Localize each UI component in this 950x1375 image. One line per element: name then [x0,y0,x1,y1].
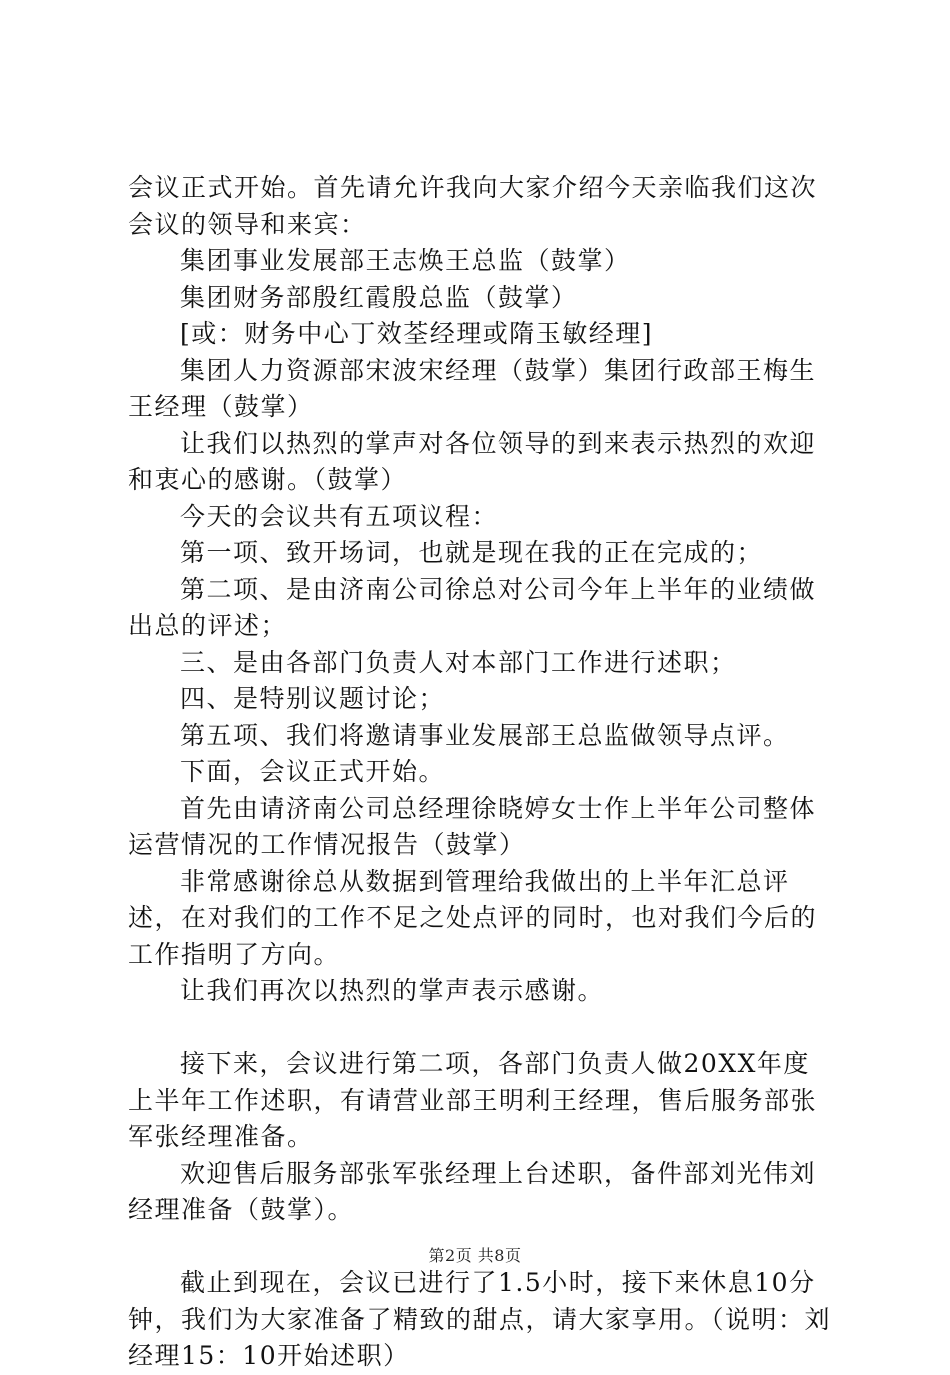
paragraph-guest-alt: [或：财务中心丁效荃经理或隋玉敏经理] [180,319,654,348]
paragraph-break: 截止到现在，会议已进行了1.5小时，接下来休息10分钟，我们为大家准备了精致的甜点，请大家享用。（说明：刘经理15：10开始述职） [128,1268,832,1370]
paragraph-agenda-title: 今天的会议共有五项议程： [180,501,499,531]
paragraph-agenda-2: 第二项、是由济南公司徐总对公司今年上半年的业绩做出总的评述； [128,574,817,640]
paragraph-guest-2: 集团财务部殷红霞殷总监（鼓掌） [180,282,578,312]
paragraph-welcome: 让我们以热烈的掌声对各位领导的到来表示热烈的欢迎和衷心的感谢。（鼓掌） [128,428,817,494]
paragraph-report: 首先由请济南公司总经理徐晓婷女士作上半年公司整体运营情况的工作情况报告（鼓掌） [128,793,817,859]
paragraph-gap [128,1010,836,1047]
paragraph-guest-3: 集团人力资源部宋波宋经理（鼓掌）集团行政部王梅生王经理（鼓掌） [128,355,817,421]
paragraph-thanks: 非常感谢徐总从数据到管理给我做出的上半年汇总评述，在对我们的工作不足之处点评的同时，也对我们今后的工作指明了方向。 [128,866,818,969]
paragraph-agenda-4: 四、是特别议题讨论； [180,684,446,713]
paragraph-start: 下面，会议正式开始。 [180,757,446,786]
paragraph-agenda-1: 第一项、致开场词，也就是现在我的正在完成的； [180,538,764,567]
paragraph-agenda-3: 三、是由各部门负责人对本部门工作进行述职； [180,647,737,677]
paragraph-guest-1: 集团事业发展部王志焕王总监（鼓掌） [180,246,631,275]
document-body [128,170,836,1375]
page-footer: 第2页 共8页 [428,1246,522,1265]
paragraph-item-two: 接下来，会议进行第二项，各部门负责人做20XX年度上半年工作述职，有请营业部王明利王经理，售后服务部张军张经理准备。 [128,1049,818,1151]
paragraph-applause: 让我们再次以热烈的掌声表示感谢。 [180,976,605,1005]
paragraph-intro: 会议正式开始。首先请允许我向大家介绍今天亲临我们这次会议的领导和来宾： [128,173,818,239]
paragraph-agenda-5: 第五项、我们将邀请事业发展部王总监做领导点评。 [180,720,790,750]
paragraph-welcome-speaker: 欢迎售后服务部张军张经理上台述职，备件部刘光伟刘经理准备（鼓掌）。 [128,1158,817,1224]
